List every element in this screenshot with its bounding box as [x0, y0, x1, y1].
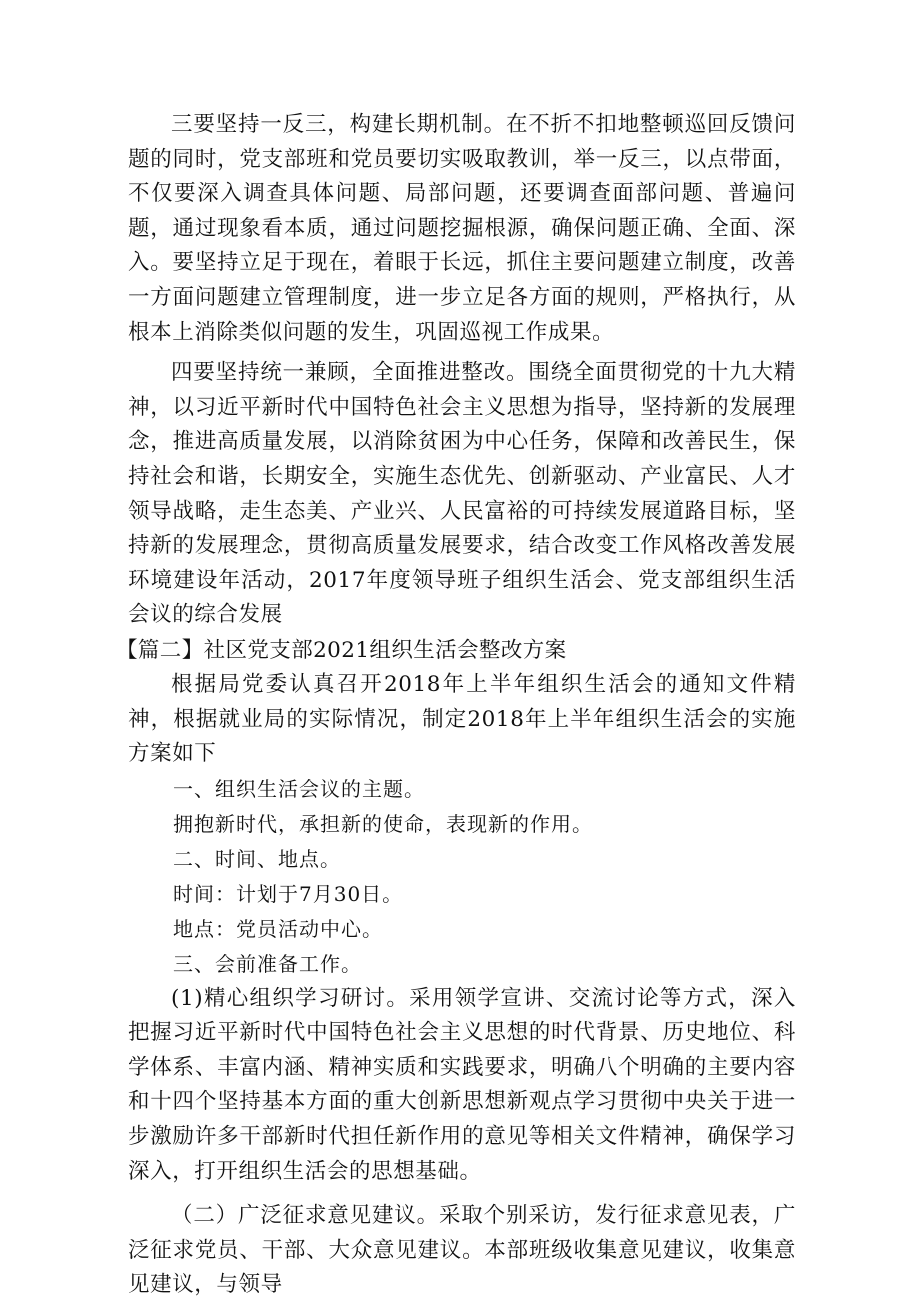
item-theme-heading: 一、组织生活会议的主题。 [173, 776, 425, 801]
item-preparation-heading: 三、会前准备工作。 [173, 951, 362, 976]
item-time-place-heading: 二、时间、地点。 [173, 846, 341, 871]
paragraph-unified-rectification: 四要坚持统一兼顾，全面推进整改。围绕全面贯彻党的十九大精神，以习近平新时代中国特色社会主义思想为指导，坚持新的发展理念，推进高质量发展，以消除贫困为中心任务，保障和改善民生，保持社会和谐，长期安全，实施生态优先、创新驱动、产业富民、人才领导战略，走生态美、产业兴、人民富裕的可持续发展道路目标，坚持新的发展理念，贯彻高质量发展要求，结合改变工作风格改善发展环境建设年活动，2017年度领导班子组织生活会、党支部组织生活会议的综合发展 [128, 360, 796, 628]
paragraph-intro: 根据局党委认真召开2018年上半年组织生活会的通知文件精神，根据就业局的实际情况，制定2018年上半年组织生活会的实施方案如下 [128, 671, 796, 767]
paragraph-adhere-one-three: 三要坚持一反三，构建长期机制。在不折不扣地整顿巡回反馈问题的同时，党支部班和党员要切实吸取教训，举一反三，以点带面，不仅要深入调查具体问题、局部问题，还要调查面部问题、普遍问题，通过现象看本质，通过问题挖掘根源，确保问题正确、全面、深入。要坚持立足于现在，着眼于长远，抓住主要问题建立制度，改善一方面问题建立管理制度，进一步立足各方面的规则，严格执行，从根本上消除类似问题的发生，巩固巡视工作成果。 [128, 112, 796, 345]
section-title: 【篇二】社区党支部2021组织生活会整改方案 [116, 637, 567, 663]
paragraph-study-seminar: (1)精心组织学习研讨。采用领学宣讲、交流讨论等方式，深入把握习近平新时代中国特色社会主义思想的时代背景、历史地位、科学体系、丰富内涵、精神实质和实践要求，明确八个明确的主要内容和十四个坚持基本方面的重大创新思想新观点学习贯彻中央关于进一步激励许多干部新时代担任新作用的意见等相关文件精神，确保学习深入，打开组织生活会的思想基础。 [128, 985, 796, 1184]
paragraph-solicit-opinions: （二）广泛征求意见建议。采取个别采访，发行征求意见表，广泛征求党员、干部、大众意见建议。本部班级收集意见建议，收集意见建议，与领导 [128, 1203, 796, 1298]
item-place: 地点：党员活动中心。 [173, 916, 383, 941]
item-theme-content: 拥抱新时代，承担新的使命，表现新的作用。 [173, 811, 593, 836]
document-page [116, 108, 796, 1303]
item-time: 时间：计划于7月30日。 [173, 881, 404, 906]
